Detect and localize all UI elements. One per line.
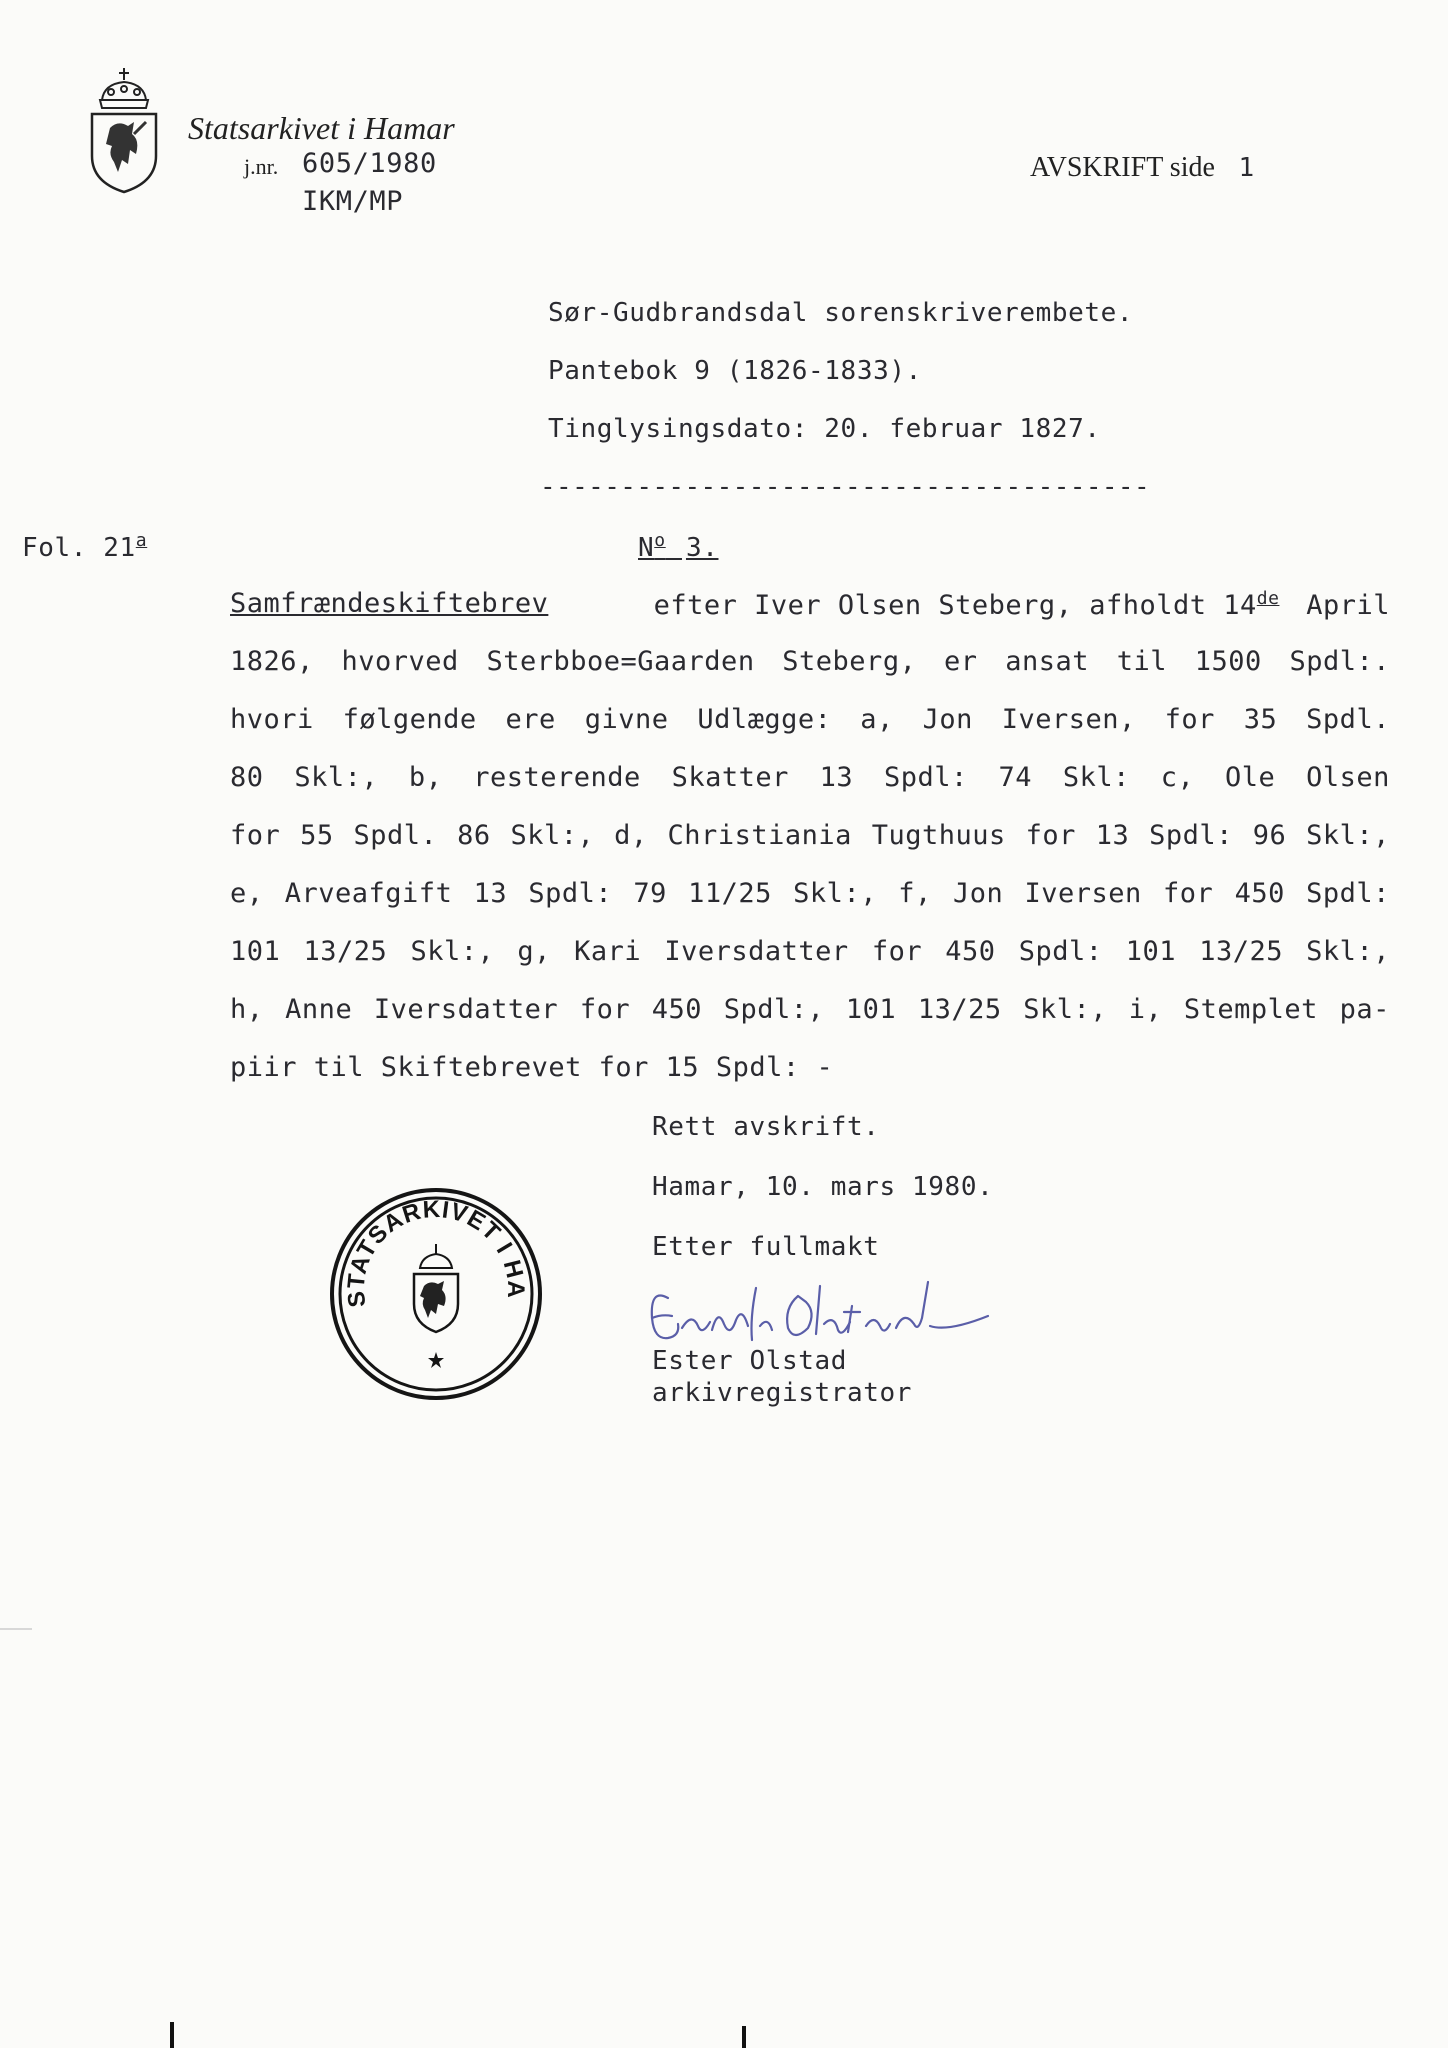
source-volume: Pantebok 9 (1826-1833). bbox=[548, 356, 922, 386]
certification-text: Rett avskrift. bbox=[652, 1112, 880, 1142]
official-stamp bbox=[328, 1186, 544, 1402]
entry-no-prefix: N bbox=[638, 533, 655, 563]
body-line-5: for 55 Spdl. 86 Skl:, d, Christiania Tugthuus for 13 Spdl: 96 Skl:, bbox=[230, 820, 1390, 851]
folio-label: Fol. 21 bbox=[22, 533, 136, 563]
body-line-1 bbox=[230, 588, 1390, 621]
journal-number-label: j.nr. bbox=[244, 154, 279, 179]
source-office: Sør-Gudbrandsdal sorenskriverembete. bbox=[548, 298, 1134, 328]
institution-name: Statsarkivet i Hamar bbox=[188, 110, 455, 146]
entry-no-suffix: o bbox=[654, 530, 666, 551]
stamp-text: STATSARKIVET I HA bbox=[342, 1195, 530, 1309]
source-date: Tinglysingsdato: 20. februar 1827. bbox=[548, 414, 1101, 444]
day-ordinal: de bbox=[1256, 588, 1280, 609]
scan-mark-bottom-left bbox=[170, 2022, 174, 2048]
body-line-1-text: efter Iver Olsen Steberg, afholdt 14de April bbox=[653, 588, 1390, 621]
page-number: 1 bbox=[1238, 153, 1255, 183]
folio-suffix: a bbox=[135, 530, 148, 551]
copy-label: AVSKRIFT side bbox=[1030, 152, 1215, 183]
folio-reference bbox=[22, 530, 147, 563]
body-line-8: h, Anne Iversdatter for 450 Spdl:, 101 13/25 Skl:, i, Stemplet pa- bbox=[230, 994, 1390, 1025]
body-line-4: 80 Skl:, b, resterende Skatter 13 Spdl: 74 Skl: c, Ole Olsen bbox=[230, 762, 1390, 793]
body-line-6: e, Arveafgift 13 Spdl: 79 11/25 Skl:, f, Jon Iversen for 450 Spdl: bbox=[230, 878, 1390, 909]
body-line-2: 1826, hvorved Sterbboe=Gaarden Steberg, er ansat til 1500 Spdl:. bbox=[230, 646, 1390, 677]
body-line-7: 101 13/25 Skl:, g, Kari Iversdatter for 450 Spdl: 101 13/25 Skl:, bbox=[230, 936, 1390, 967]
journal-number-value: 605/1980 bbox=[302, 148, 437, 179]
scan-mark-left bbox=[0, 1628, 32, 1630]
signatory-name: Ester Olstad bbox=[652, 1346, 848, 1376]
copy-page-indicator bbox=[1030, 152, 1254, 184]
certification-place-date: Hamar, 10. mars 1980. bbox=[652, 1172, 994, 1202]
signatory-title: arkivregistrator bbox=[652, 1378, 913, 1408]
initials: IKM/MP bbox=[302, 186, 404, 217]
body-line-9: piir til Skiftebrevet for 15 Spdl: - bbox=[230, 1052, 834, 1083]
coat-of-arms-icon bbox=[84, 64, 164, 196]
signature bbox=[638, 1268, 998, 1358]
authorization-note: Etter fullmakt bbox=[652, 1232, 880, 1262]
entry-number-value: 3. bbox=[685, 533, 719, 563]
scan-mark-bottom-right bbox=[742, 2026, 746, 2048]
divider-line: -------------------------------------- bbox=[540, 472, 1151, 502]
entry-number bbox=[638, 530, 718, 563]
document-title: Samfrændeskiftebrev bbox=[230, 588, 549, 619]
body-line-3: hvori følgende ere givne Udlægge: a, Jon Iversen, for 35 Spdl. bbox=[230, 704, 1390, 735]
signature-text bbox=[638, 1268, 645, 1269]
